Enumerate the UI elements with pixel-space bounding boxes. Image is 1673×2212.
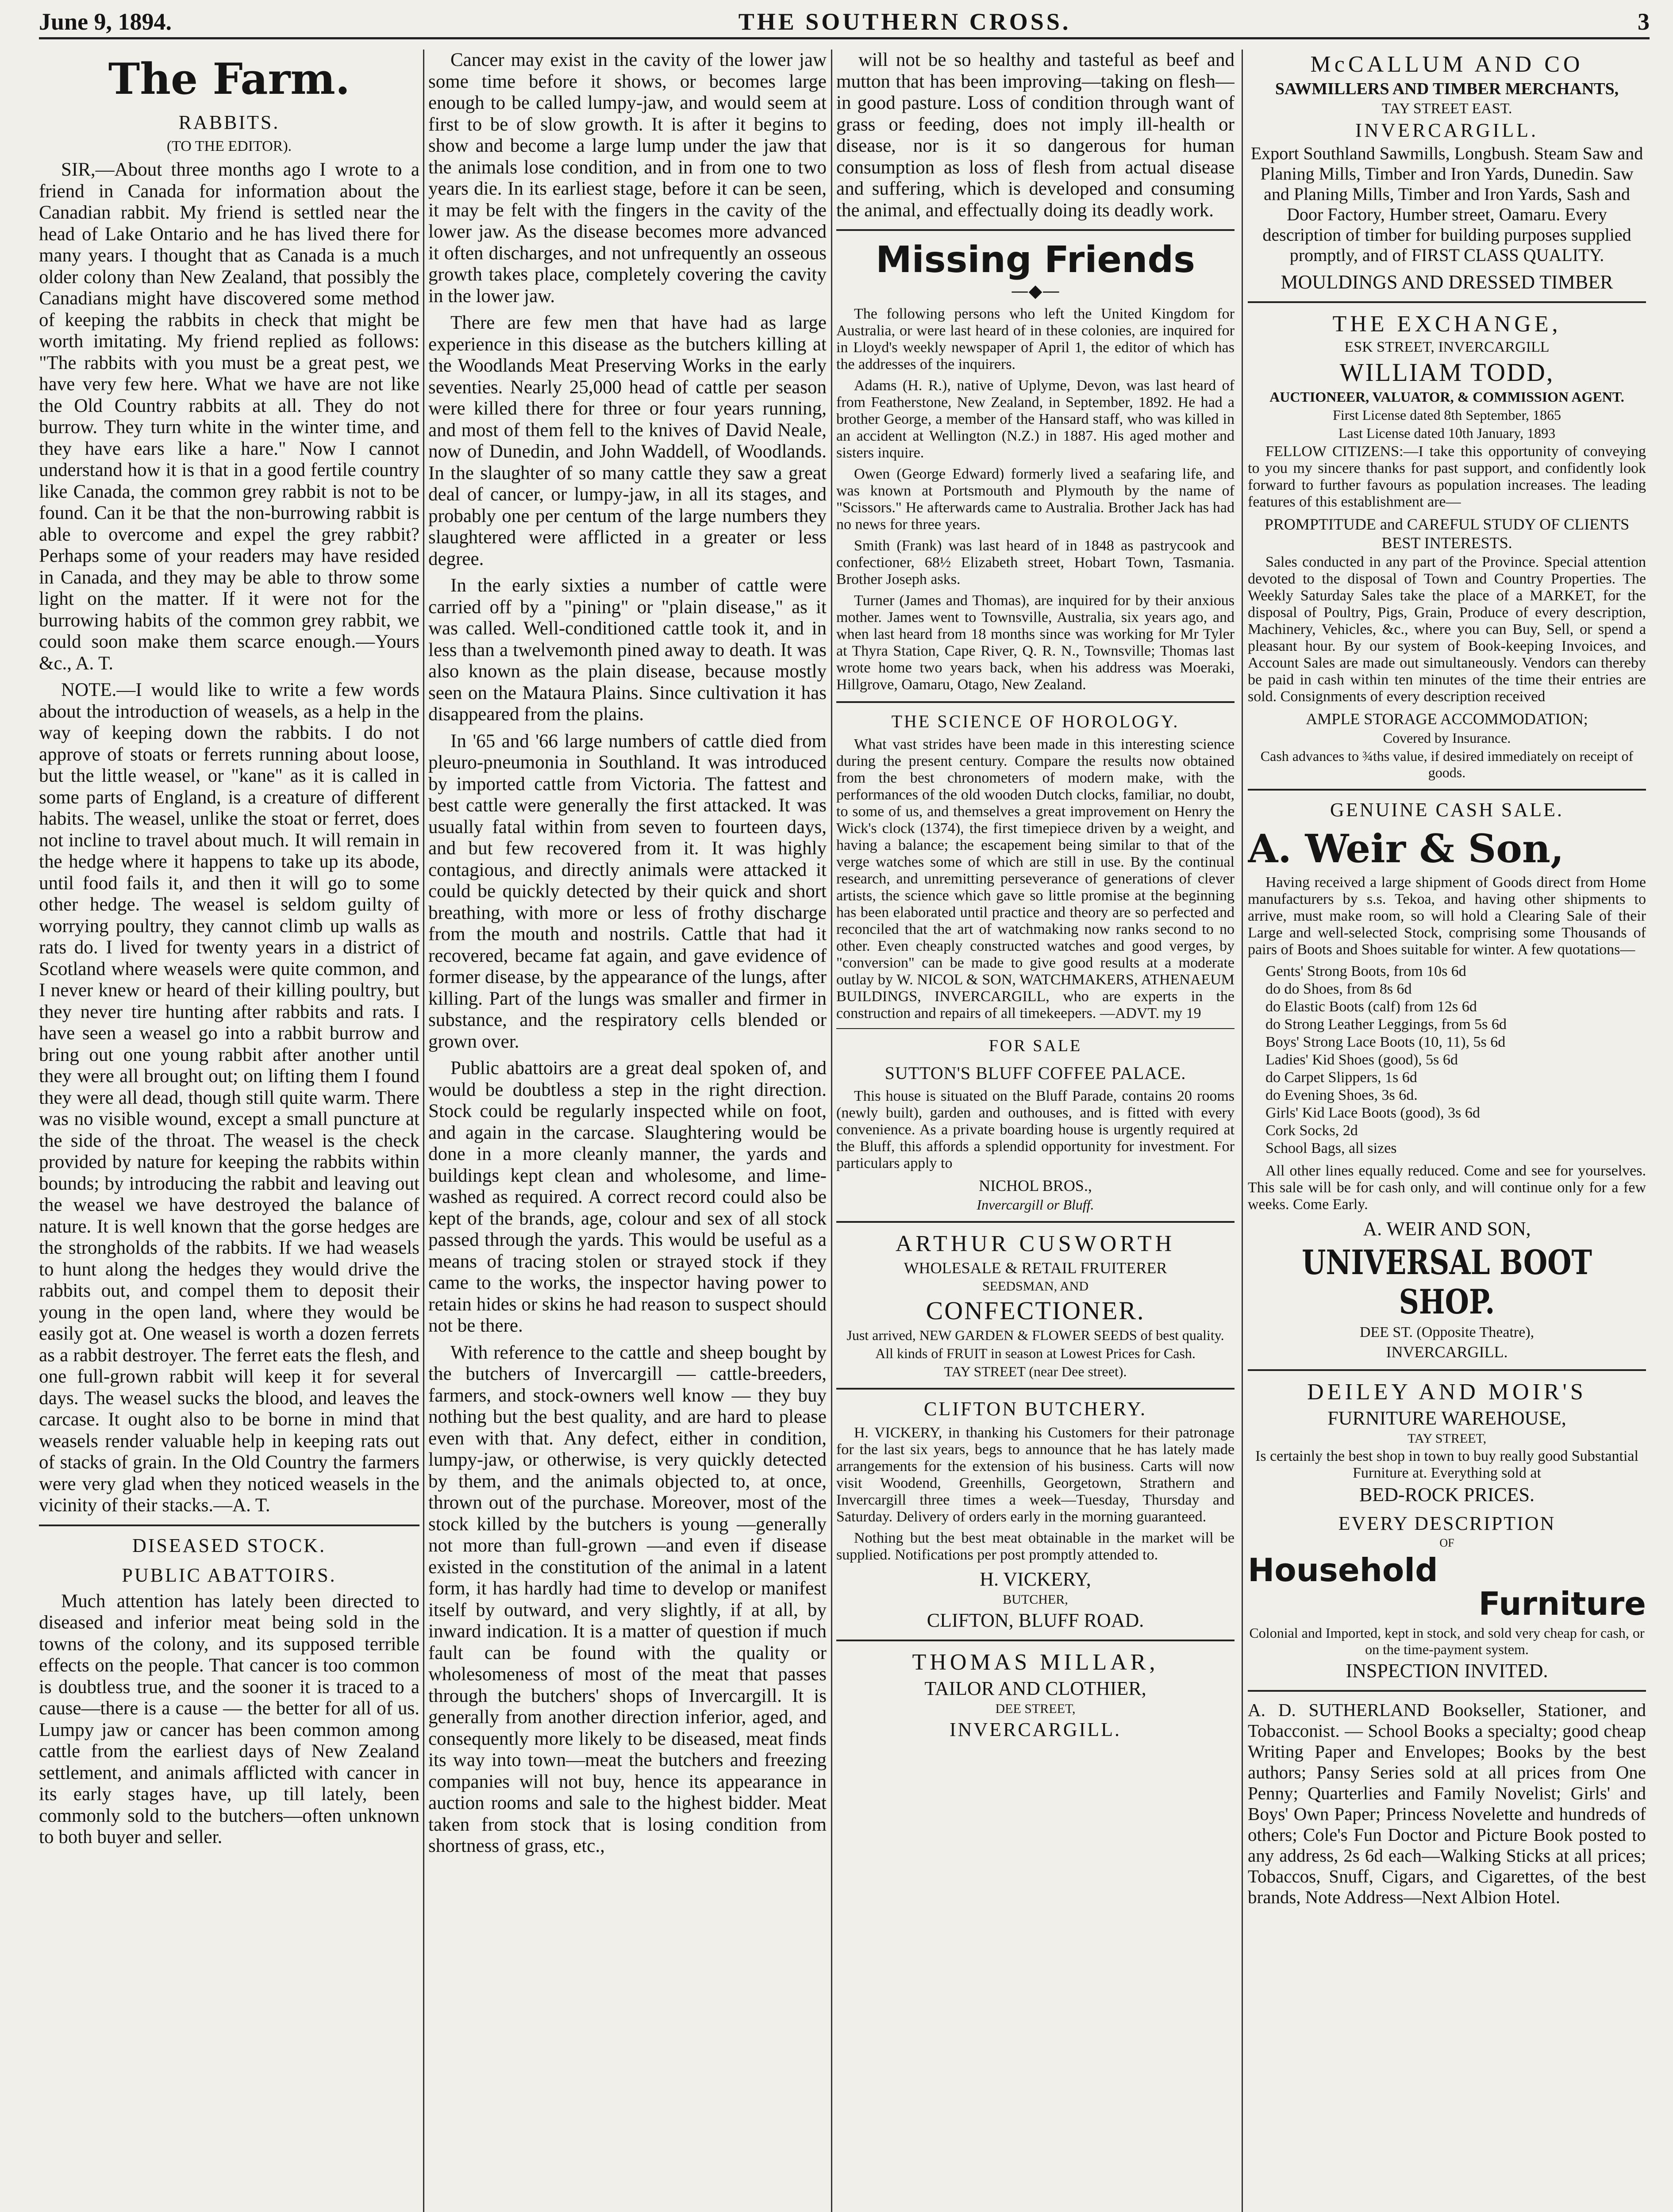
mccallum-line: INVERCARGILL. — [1355, 119, 1539, 141]
weir-body: All other lines equally reduced. Come and see for yourselves. This sale will be for cash only, and will continue only for a few weeks. Come Early. — [1248, 1163, 1646, 1213]
exchange-line: Last License dated 10th January, 1893 — [1338, 425, 1556, 441]
divider — [836, 1028, 1235, 1029]
missing-entry: Adams (H. R.), native of Uplyme, Devon, was last heard of from Featherstone, New Zealand, in September, 1892. He had a brother George, a member of the Hansard staff, who was killed in an accident at Wellington (N.Z.) in 1887. His aged mother and sisters inquire. — [836, 377, 1235, 461]
divider — [1248, 1690, 1646, 1692]
article-paragraph: With reference to the cattle and sheep bought by the butchers of Invercargill — cattle-breeders, farmers, and stock-owners well know — they buy nothing but the best quality, and are hard to please even with that. Any defect, either in condition, lumpy-jaw, or otherwise, is very quickly detected by them, and the animals objected to, at once, thrown out of the purchase. Moreover, most of the stock killed by the butchers is young —generally not more than full-grown —and even if disease existed in the constitution of the animal in a latent form, it has hardly had time to develop or manifest itself by outward, and very slightly, if at all, by inward indication. It is a matter of question if much fault can be found with the quality or wholesomeness of most of the meat that passes through the butchers' shops of Invercargill. It is generally from another direction inferior, aged, and consequently more likely to be diseased, meat finds its way into town—meat the butchers and freezing companies will not buy, hence its appearance in auction rooms and sale to the highest bidder. Meat taken from stock that is losing condition from shortness of grass, etc., — [428, 1342, 827, 1856]
cusworth-line: All kinds of FRUIT in season at Lowest Prices for Cash. — [875, 1345, 1196, 1361]
column-missing-friends — [836, 50, 1235, 2212]
cusworth-line: CONFECTIONER. — [926, 1296, 1145, 1325]
cusworth-line: TAY STREET (near Dee street). — [944, 1363, 1127, 1379]
article-paragraph: Much attention has lately been directed to diseased and inferior meat being sold in the towns of the colony, and its supposed terrible effects on the people. That cancer is too common is doubtless true, and the sooner it is traced to a cause—there is a cause — the better for all of us. Lumpy jaw or cancer has been common among cattle from the earliest days of New Zealand settlement, and animals afflicted with cancer in its early stages have, up till lately, been commonly sold to the butchers—often unknown to both buyer and seller. — [39, 1590, 419, 1847]
article-paragraph: In the early sixties a number of cattle were carried off by a "pining" or "plain disease," as it was called. Well-conditioned cattle took it, and in less than a twelvemonth pined away to death. It was also known as the plain disease, because mostly seen on the Mataura Plains. Since cultivation it has disappeared from the plains. — [428, 575, 827, 725]
weir-name: A. Weir & Son, — [1248, 826, 1564, 872]
exchange-line: WILLIAM TODD, — [1339, 358, 1554, 387]
price-item: do do Shoes, from 8s 6d — [1265, 981, 1412, 997]
sutton-name: NICHOL BROS., — [979, 1177, 1092, 1194]
clifton-address: CLIFTON, BLUFF ROAD. — [927, 1609, 1144, 1631]
genuine-cash-sale-heading: GENUINE CASH SALE. — [1330, 799, 1564, 821]
exchange-name: THE EXCHANGE, — [1332, 311, 1561, 337]
article-paragraph: There are few men that have had as large experience in this disease as the butchers killing at the Woodlands Meat Preserving Works in the early seventies. Nearly 25,000 head of cattle per season were killed there for three or four years running, and most of them fell to the knives of David Neale, now of Dunedin, and John Waddell, of Woodlands. In the slaughter of so many cattle they saw a great deal of cancer, or lumpy-jaw, in all its stages, and probably one per centum of the large numbers they slaughtered were afflicted in a greater or less degree. — [428, 312, 827, 569]
cusworth-line: Just arrived, NEW GARDEN & FLOWER SEEDS of best quality. — [846, 1327, 1224, 1343]
sutton-signature — [836, 1176, 1235, 1213]
ad-exchange — [1248, 311, 1646, 442]
furniture-title: Furniture — [1478, 1585, 1646, 1622]
divider — [1248, 1369, 1646, 1371]
price-item: do Strong Leather Leggings, from 5s 6d — [1265, 1016, 1507, 1033]
divider — [836, 701, 1235, 703]
deiley-body: Is certainly the best shop in town to buy really good Substantial Furniture at. Everything sold at — [1255, 1448, 1638, 1481]
price-item: Boys' Strong Lace Boots (10, 11), 5s 6d — [1265, 1034, 1506, 1050]
clifton-role: BUTCHER, — [1003, 1592, 1068, 1607]
article-paragraph: will not be so healthy and tasteful as beef and mutton that has been improving—taking on flesh—in good pasture. Loss of condition through want of grass or feeding, does not imply ill-health or disease, nor is it so dangerous for human consumption as loss of flesh from actual disease and suffering, which is developed and consuming the animal, and effectually doing its deadly work. — [836, 50, 1235, 221]
price-item: School Bags, all sizes — [1265, 1140, 1397, 1156]
universal-line: DEE ST. (Opposite Theatre), — [1359, 1324, 1535, 1340]
horology-text: What vast strides have been made in this interesting science during the present century. Compare the results now obtained from the best chronometers of modern make, with the performances of the old wooden Dutch clocks, familiar, no doubt, to some of us, and themselves a great improvement on Henry the Wick's clock (1374), the first timepiece driven by a weight, and having a balance; the escapement being similar to that of the verge watches some of which are still in use. By the continual research, and unremitting perseverance of generations of clever artists, the science which gave so little promise at the beginning has been elaborated until practice and theory are so perfected and reconciled that the art of watchmaking now ranks second to no other. Even cheaply constructed watches and good verges, by "conversion" can be made to give good results at a moderate outlay by W. NICOL & SON, WATCHMAKERS, ATHENAEUM BUILDINGS, INVERCARGILL, who are experts in the construction and repairs of all timekeepers. —ADVT. my 19 — [836, 736, 1235, 1022]
missing-entry: Smith (Frank) was last heard of in 1848 as pastrycook and confectioner, 68½ Elizabeth street, Hobart Town, Tasmania. Brother Joseph asks. — [836, 538, 1235, 588]
price-item: Cork Socks, 2d — [1265, 1122, 1358, 1139]
ad-deiley-footer — [1248, 1625, 1646, 1682]
ad-cusworth — [836, 1231, 1235, 1380]
column-farm — [39, 50, 419, 2212]
universal-boot-shop-title: UNIVERSAL BOOT SHOP. — [1302, 1243, 1592, 1321]
price-item: Girls' Kid Lace Boots (good), 3s 6d — [1265, 1105, 1480, 1121]
mccallum-name: McCALLUM AND CO — [1310, 52, 1584, 77]
to-editor-note: (TO THE EDITOR). — [166, 138, 292, 154]
deiley-line: FURNITURE WAREHOUSE, — [1327, 1407, 1566, 1429]
issue-date: June 9, 1894. — [39, 8, 172, 35]
ad-mccallum — [1248, 51, 1646, 142]
article-heading-rabbits: RABBITS. — [178, 111, 280, 133]
cusworth-line: SEEDSMAN, AND — [982, 1279, 1089, 1294]
exchange-line: Covered by Insurance. — [1383, 730, 1511, 746]
divider — [836, 229, 1235, 231]
deiley-body: Colonial and Imported, kept in stock, and sold very cheap for cash, or on the time-payment system. — [1249, 1625, 1645, 1657]
price-item: do Carpet Slippers, 1s 6d — [1265, 1069, 1417, 1086]
ad-mccallum-footer — [1248, 271, 1646, 293]
newspaper-title: THE SOUTHERN CROSS. — [738, 8, 1071, 35]
deiley-line: INSPECTION INVITED. — [1346, 1660, 1548, 1682]
horology-heading: THE SCIENCE OF HOROLOGY. — [891, 711, 1180, 731]
cusworth-line: WHOLESALE & RETAIL FRUITERER — [904, 1259, 1167, 1277]
clifton-title: CLIFTON BUTCHERY. — [923, 1398, 1147, 1420]
divider — [39, 1525, 419, 1526]
article-paragraph: NOTE.—I would like to write a few words about the introduction of weasels, as a help in the way of keeping down the rabbits. I do not approve of stoats or ferrets running about loose, but the little weasel, or "kane" as it is called in some parts of England, is a creature of different habits. The weasel, unlike the stoat or ferret, does not incline to travel about much. It will remain in the hedge where it happens to take up its abode, until food fails it, and then it will go to some other hedge. The weasel is seldom guilty of worrying poultry, they cannot climb up walls as rats do. I lived for twenty years in a district of Scotland where weasels were quite common, and I never knew or heard of their killing poultry, but they never tire hunting after rabbits and rats. I have seen a weasel go into a rabbit burrow and bring out one young rabbit after another until they were all brought out; on lifting them I found they were all dead, though still quite warm. There was no visible wound, except a small puncture at the side of the throat. The weasel is the check provided by nature for keeping the rabbits within bounds; by introducing the rabbit and leaving out the weasel we have destroyed the balance of nature. It is well known that the gorse hedges are the strongholds of the rabbits. If we had weasels to hunt along the hedges they would drive the rabbits out, and compel them to deposit their young in the open land, where they would be easily got at. One weasel is worth a dozen ferrets as a rabbit destroyer. The ferret eats the flesh, and one full-grown rabbit will keep it for several days. The weasel sucks the blood, and leaves the carcase. It ought also to be borne in mind that weasels render valuable help in keeping rats out of stacks of grain. In the Old Country the farmers were very glad when they noticed weasels in the vicinity of their stacks.—A. T. — [39, 680, 419, 1516]
mccallum-line: SAWMILLERS AND TIMBER MERCHANTS, — [1275, 80, 1619, 98]
article-paragraph: SIR,—About three months ago I wrote to a friend in Canada for information about the Canadian rabbit. My friend is settled near the head of Lake Ontario and he has lived there for many years. I thought that as Canada is a much older colony than New Zealand, that possibly the Canadians might have discovered some method of keeping the rabbits in check that might be worth imitating. My friend replied as follows: "The rabbits with you must be a great pest, we have very few here. What we have are not like the Old Country rabbits at all. They do not burrow. They turn white in the winter time, and they have ears like a hare." Now I cannot understand how it is that in a good fertile country like Canada, the common grey rabbit is not to be found. Can it be that the non-burrowing rabbit is able to overcome and expel the grey rabbit? Perhaps some of your readers may have resided in Canada, and they may be able to throw some light on the matter. If it were not for the burrowing habits of the common grey rabbit, we could soon make them scarce enough.—Yours &c., A. T. — [39, 159, 419, 674]
missing-friends-title: Missing Friends — [876, 239, 1195, 281]
price-item: Ladies' Kid Shoes (good), 5s 6d — [1265, 1052, 1458, 1068]
article-paragraph: Cancer may exist in the cavity of the lower jaw some time before it shows, or becomes large enough to be called lumpy-jaw, and would seem at first to be of slow growth. It is after it begins to show and become a large lump under the jaw that the animals lose condition, and in from one to two years die. In its earliest stage, before it can be seen, it may be felt with the fingers in the cavity of the lower jaw. As the disease becomes more advanced it often discharges, and not unfrequently an osseous growth takes place, completely covering the cavity in the lower jaw. — [428, 50, 827, 307]
deiley-line: TAY STREET, — [1407, 1431, 1487, 1446]
sutherland-ad: A. D. SUTHERLAND Bookseller, Stationer, and Tobacconist. — School Books a specialty; good cheap Writing Paper and Envelopes; Books by the best authors; Pansy Series sold at all prices from One Penny; Quarterlies and Family Novelist; Girls' and Boys' Own Paper; Princess Novelette and hundreds of others; Cole's Fun Doctor and Picture Book posted to any address, 2s 6d each—Walking Sticks at all prices; Tobaccos, Snuff, Cigars, and Cigarettes, of the best brands, Note Address—Next Albion Hotel. — [1248, 1700, 1646, 1907]
masthead — [39, 6, 1650, 39]
ad-millar — [836, 1649, 1235, 1741]
millar-line: DEE STREET, — [995, 1701, 1076, 1716]
article-paragraph: In '65 and '66 large numbers of cattle died from pleuro-pneumonia in Southland. It was introduced by imported cattle from Victoria. The fattest and best cattle were generally the first attacked. It was usually fatal within from seven to fourteen days, and but few recovered from it. It was highly contagious, and directly animals were attacked it could be quickly detected by their quick and short breathing, with more or less of frothy discharge from the mouth and nostrils. Cattle that had it recovered, became fat again, and gave evidence of former disease, by the appearance of the lungs, after killing. Part of the lungs was smaller and firmer in substance, and the respiratory cells blended or grown over. — [428, 730, 827, 1052]
mccallum-body: Export Southland Sawmills, Longbush. Steam Saw and Planing Mills, Timber and Iron Yards, Dunedin. Saw and Planing Mills, Timber and Iron Yards, Sash and Door Factory, Humber street, Oamaru. Every description of timber for building purposes supplied promptly, and of FIRST CLASS QUALITY. — [1250, 143, 1643, 265]
article-subheading-abattoirs: PUBLIC ABATTOIRS. — [122, 1564, 337, 1586]
deiley-line: OF — [1439, 1536, 1454, 1549]
missing-intro: The following persons who left the United Kingdom for Australia, or were last heard of in these colonies, are inquired for in Lloyd's weekly newspaper of April 1, the editor of which has the addresses of the inquirers. — [836, 306, 1235, 373]
price-item: do Elastic Boots (calf) from 12s 6d — [1265, 998, 1477, 1015]
exchange-line: Cash advances to ¾ths value, if desired immediately on receipt of goods. — [1260, 748, 1634, 780]
exchange-line: PROMPTITUDE and CAREFUL STUDY OF CLIENTS BEST INTERESTS. — [1264, 515, 1630, 552]
ad-deiley — [1248, 1379, 1646, 1550]
divider — [1248, 301, 1646, 303]
exchange-line: First License dated 8th September, 1865 — [1333, 407, 1561, 423]
ad-exchange-mid — [1248, 515, 1646, 552]
mccallum-line: TAY STREET EAST. — [1381, 100, 1512, 117]
sutton-address: Invercargill or Bluff. — [977, 1197, 1094, 1213]
cusworth-name: ARTHUR CUSWORTH — [895, 1231, 1176, 1256]
sutton-body: This house is situated on the Bluff Parade, contains 20 rooms (newly built), garden and outhouses, and is fitted with every convenience. As a private boarding house is urgently required at the Bluff, this affords a splendid opportunity for investment. For particulars apply to — [836, 1088, 1235, 1171]
millar-line: INVERCARGILL. — [949, 1719, 1122, 1740]
exchange-line: AUCTIONEER, VALUATOR, & COMMISSION AGENT. — [1269, 389, 1624, 405]
clifton-body: Nothing but the best meat obtainable in the market will be supplied. Notifications per post promptly attended to. — [836, 1530, 1235, 1563]
article-paragraph: Public abattoirs are a great deal spoken of, and would be doubtless a step in the right direction. Stock could be regularly inspected while on foot, and again in the carcase. Slaughtering would be done in a more cleanly manner, the yards and buildings kept clean and wholesome, and lime-washed as required. A correct record could also be kept of the brands, age, colour and sex of all stock passed through the yards. This would be useful as a means of tracing stolen or strayed stock if they came to the works, the inspector having power to retain hides or skins he had reason to suspect should not be there. — [428, 1058, 827, 1336]
divider — [836, 1388, 1235, 1390]
deiley-line: BED-ROCK PRICES. — [1359, 1484, 1535, 1505]
column-rule — [831, 50, 832, 2212]
for-sale-heading: FOR SALE — [988, 1037, 1082, 1055]
clifton-signature — [836, 1568, 1235, 1632]
boots-price-list — [1265, 963, 1646, 1157]
column-advertisements — [1248, 50, 1646, 2212]
missing-entry: Turner (James and Thomas), are inquired for by their anxious mother. James went to Townsville, Australia, six years ago, and when last heard from 18 months since was working for Mr Tyler at Thyra Station, Cape River, Q. R. N., Townsville; Thomas last wrote home two years back, when his address was Moeraki, Hillgrove, Oamaru, Otago, New Zealand. — [836, 592, 1235, 693]
clifton-body: H. VICKERY, in thanking his Customers for their patronage for the last six years, begs to announce that he has lately made arrangements for the extension of his business. Carts will now visit Woodend, Greenhills, Georgetown, Strathern and Invercargill three times a week—Tuesday, Thursday and Saturday. Delivery of orders early in the morning guaranteed. — [836, 1425, 1235, 1525]
clifton-name: H. VICKERY, — [980, 1568, 1091, 1590]
divider — [836, 1221, 1235, 1223]
exchange-line: AMPLE STORAGE ACCOMMODATION; — [1306, 710, 1588, 728]
column-rule — [1242, 50, 1243, 2212]
article-heading-diseased-stock: DISEASED STOCK. — [132, 1534, 327, 1556]
weir-body: Having received a large shipment of Goods direct from Home manufacturers by s.s. Tekoa, and having other shipments to arrive, must make room, so will hold a Clearing Sale of their Large and well-selected Stock, comprising some Thousands of pairs of Boots and Shoes suitable for winter. A few quotations— — [1248, 874, 1646, 958]
universal-line: INVERCARGILL. — [1386, 1343, 1508, 1361]
price-item: do Evening Shoes, 3s 6d. — [1265, 1087, 1418, 1103]
deiley-line: EVERY DESCRIPTION — [1338, 1513, 1556, 1534]
exchange-body: Sales conducted in any part of the Province. Special attention devoted to the disposal of Town and Country Properties. The Weekly Saturday Sales take the place of a MARKET, for the disposal of Poultry, Pigs, Grain, Produce of every description, Machinery, Vehicles, &c., where you can Buy, Sell, or spend a pleasant hour. By our system of Book-keeping Invoices, and Account Sales are made out simultaneously. Vendors can thereby be paid in cash within ten minutes of the time their entries are sold. Consignments of every description received — [1248, 554, 1646, 705]
millar-name: THOMAS MILLAR, — [912, 1650, 1159, 1675]
exchange-body: FELLOW CITIZENS:—I take this opportunity of conveying to you my sincere thanks for past support, and confidently look forward to further favours as population increases. The leading features of this establishment are— — [1248, 443, 1646, 510]
ad-universal — [1248, 1217, 1646, 1361]
column-diseased-stock — [428, 50, 827, 2212]
divider — [1248, 789, 1646, 791]
weir-signature: A. WEIR AND SON, — [1363, 1218, 1531, 1240]
deiley-name: DEILEY AND MOIR'S — [1307, 1379, 1587, 1405]
divider — [836, 1640, 1235, 1641]
millar-line: TAILOR AND CLOTHIER, — [924, 1678, 1146, 1699]
mccallum-line: MOULDINGS AND DRESSED TIMBER — [1281, 271, 1613, 293]
exchange-line: ESK STREET, INVERCARGILL — [1344, 339, 1550, 355]
column-rule — [423, 50, 424, 2212]
sutton-title: SUTTON'S BLUFF COFFEE PALACE. — [885, 1063, 1186, 1083]
price-item: Gents' Strong Boots, from 10s 6d — [1265, 963, 1466, 979]
section-title-farm: The Farm. — [108, 54, 350, 104]
ornament-diamond-icon: —◆— — [1011, 281, 1060, 301]
missing-entry: Owen (George Edward) formerly lived a seafaring life, and was known at Portsmouth and Plymouth by the name of "Scissors." He afterwards came to Australia. Brother Jack has had no news for three years. — [836, 466, 1235, 533]
page-number: 3 — [1638, 8, 1650, 35]
ad-exchange-footer — [1248, 710, 1646, 781]
household-title: Household — [1248, 1551, 1438, 1589]
